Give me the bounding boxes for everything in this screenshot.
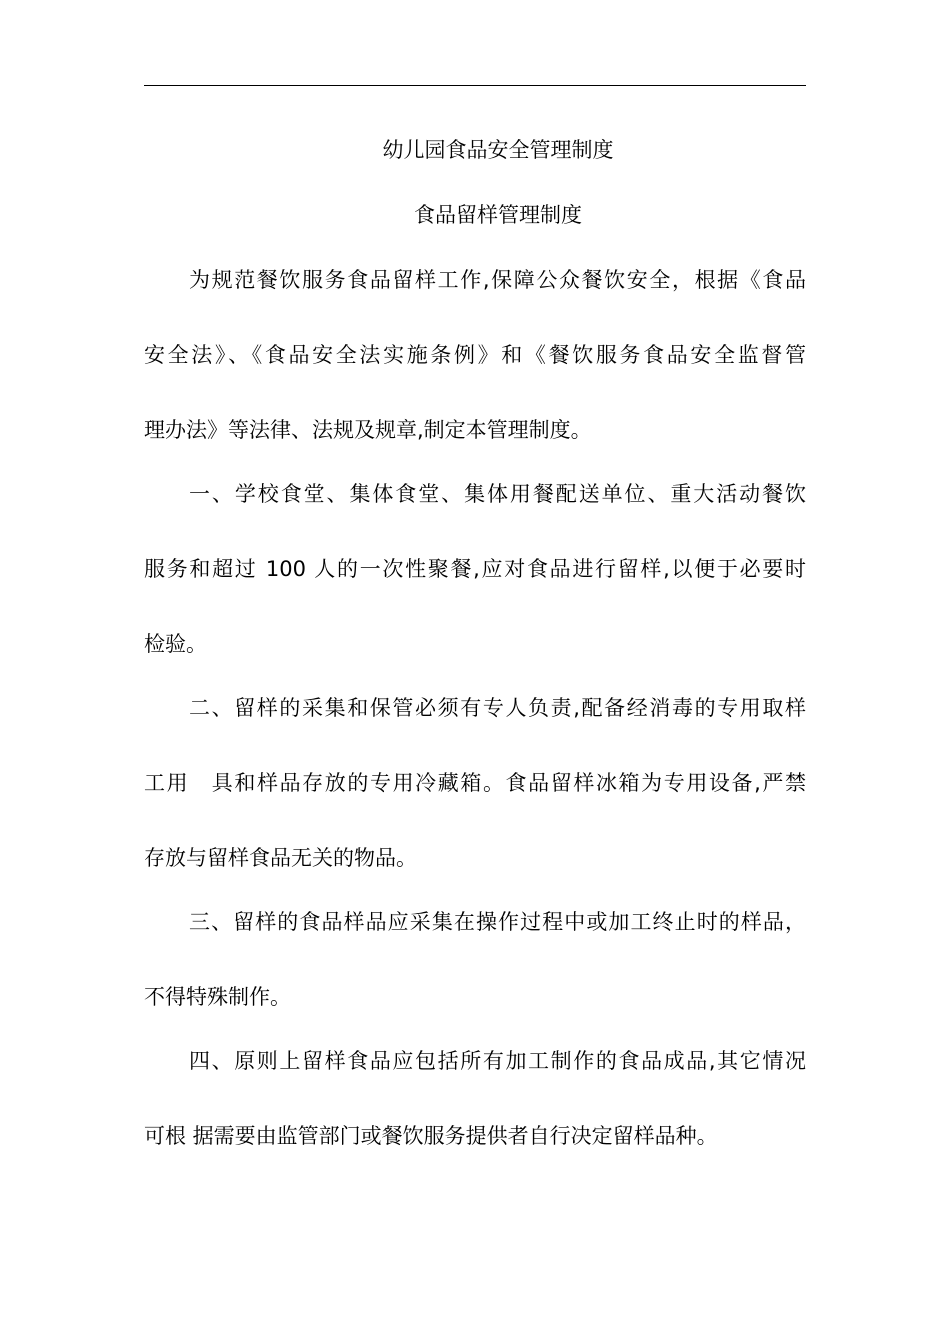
paragraph-line: 存放与留样食品无关的物品。: [144, 846, 417, 870]
paragraph-line: 理办法》等法律、法规及规章,制定本管理制度。: [144, 418, 592, 442]
paragraph-line: 一、学校食堂、集体食堂、集体用餐配送单位、重大活动餐饮: [189, 482, 806, 506]
header-rule: [144, 85, 806, 86]
document-subtitle: 食品留样管理制度: [414, 203, 582, 227]
document-title: 幼儿园食品安全管理制度: [382, 138, 614, 162]
paragraph-line: 可根 据需要由监管部门或餐饮服务提供者自行决定留样品种。: [144, 1124, 718, 1148]
paragraph-line: 不得特殊制作。: [144, 985, 291, 1009]
paragraph-line: 工用 具和样品存放的专用冷藏箱。食品留样冰箱为专用设备,严禁: [144, 771, 806, 795]
paragraph-line: 服务和超过 100 人的一次性聚餐,应对食品进行留样,以便于必要时: [144, 557, 806, 581]
paragraph-line: 检验。: [144, 632, 207, 656]
paragraph-line: 安全法》、《食品安全法实施条例》和《餐饮服务食品安全监督管: [144, 343, 806, 367]
paragraph-line: 三、留样的食品样品应采集在操作过程中或加工终止时的样品，: [189, 910, 806, 934]
paragraph-line: 二、留样的采集和保管必须有专人负责,配备经消毒的专用取样: [189, 696, 806, 720]
paragraph-line: 四、原则上留样食品应包括所有加工制作的食品成品,其它情况: [189, 1049, 806, 1073]
paragraph-line: 为规范餐饮服务食品留样工作,保障公众餐饮安全，根据《食品: [189, 268, 806, 292]
